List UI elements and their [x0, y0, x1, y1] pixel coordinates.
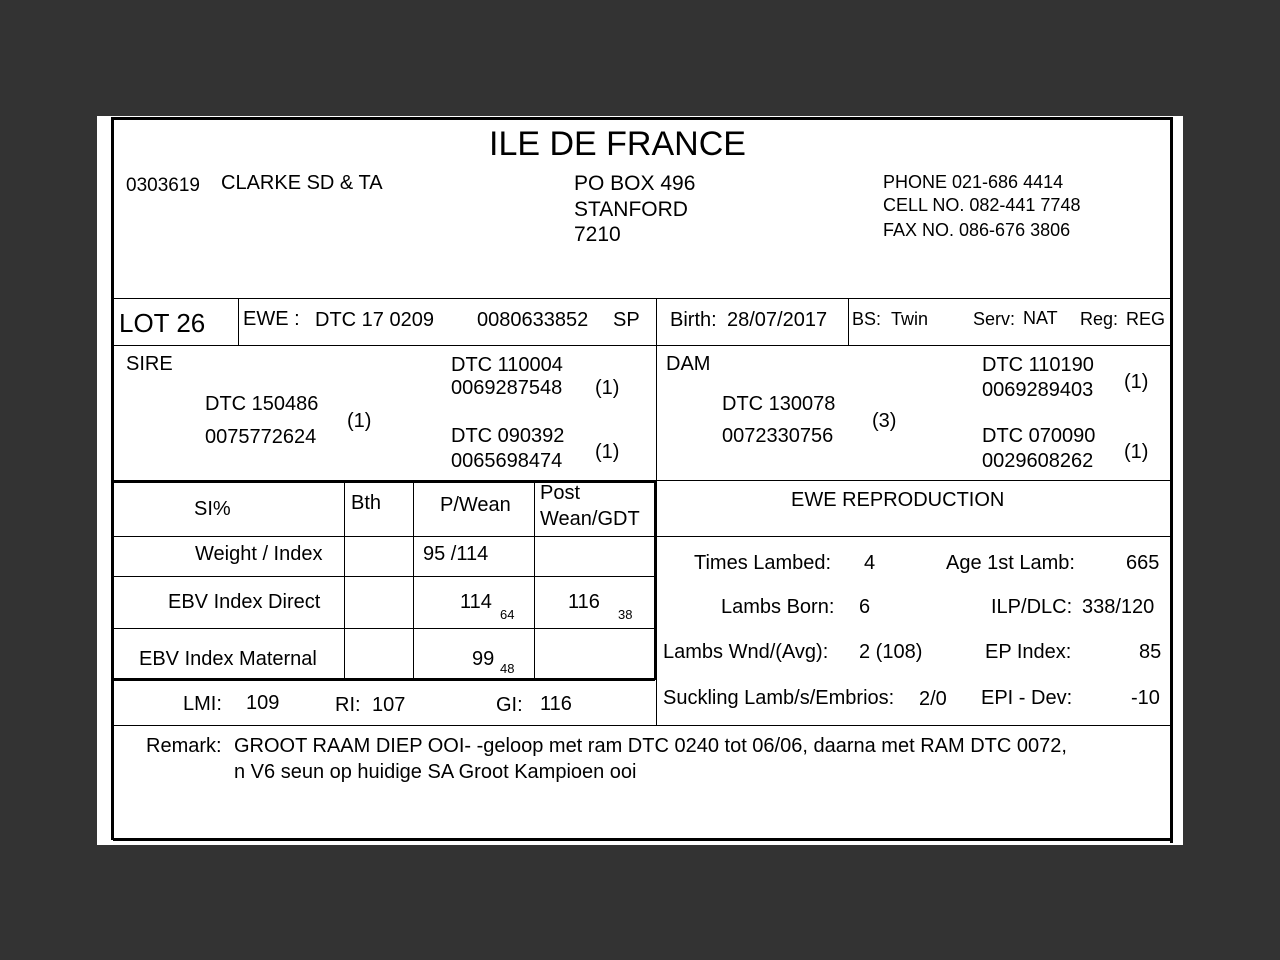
ewe-label: EWE :: [243, 308, 300, 330]
dam-label: DAM: [666, 353, 711, 375]
gi-label: GI:: [496, 694, 523, 716]
perf-col3: [534, 482, 535, 679]
address-line2: STANFORD: [574, 198, 688, 221]
bs-value: Twin: [891, 309, 929, 329]
remark-label: Remark:: [146, 735, 222, 757]
gi-value: 116: [540, 693, 572, 715]
lambs-born-label: Lambs Born:: [721, 596, 835, 618]
dam-dam-count: (1): [1124, 441, 1149, 463]
birth-label: Birth:: [670, 309, 717, 331]
sire-label: SIRE: [126, 353, 173, 375]
ebv-direct-post-accuracy: 38: [618, 607, 633, 622]
epi-dev-value: -10: [1131, 687, 1160, 709]
perf-col1: [344, 482, 345, 679]
ebv-direct-pwean-accuracy: 64: [500, 607, 515, 622]
si-header: SI%: [194, 498, 231, 520]
serv-label: Serv:: [973, 309, 1016, 329]
age-first-lamb-label: Age 1st Lamb:: [946, 552, 1075, 574]
remark-line2: n V6 seun op huidige SA Groot Kampioen ooi: [234, 761, 637, 783]
dam-dam-number: 0029608262: [982, 450, 1094, 472]
breeder-id: 0303619: [126, 175, 200, 196]
reg-value: REG: [1126, 309, 1166, 329]
dam-dam-id: DTC 070090: [982, 425, 1096, 447]
pwean-header: P/Wean: [440, 494, 511, 516]
ilp-dlc-value: 338/120: [1082, 596, 1155, 618]
divider-lot-bottom: [113, 345, 1171, 346]
perf-row3-bottom: [113, 678, 655, 681]
perf-header-bottom: [113, 536, 1171, 537]
address-line1: PO BOX 496: [574, 172, 696, 195]
serv-value: NAT: [1023, 308, 1058, 328]
vline-perf-right: [654, 480, 657, 680]
ilp-dlc-label: ILP/DLC:: [991, 596, 1073, 618]
dam-count: (3): [872, 410, 897, 432]
lot-card: [97, 116, 1183, 845]
dam-sire-number: 0069289403: [982, 379, 1094, 401]
weight-index-label: Weight / Index: [195, 543, 323, 565]
sale-catalogue-page: [97, 116, 1183, 845]
sire-dam-number: 0065698474: [451, 450, 563, 472]
wean-gdt-header: Wean/GDT: [540, 508, 640, 530]
remark-line1: GROOT RAAM DIEP OOI- -geloop met ram DTC 0240 tot 06/06, daarna met RAM DTC 0072,: [234, 735, 1067, 757]
suckling-value: 2/0: [919, 688, 947, 710]
dam-number: 0072330756: [722, 425, 834, 447]
post-header: Post: [540, 482, 581, 504]
birth-date: 28/07/2017: [727, 309, 828, 331]
ri-value: 107: [372, 694, 406, 716]
dam-sire-id: DTC 110190: [982, 354, 1094, 376]
perf-col2: [413, 482, 414, 679]
ewe-id: DTC 17 0209: [315, 309, 434, 331]
fax-number: FAX NO. 086-676 3806: [883, 220, 1071, 240]
border-left: [111, 117, 114, 840]
sire-id: DTC 150486: [205, 393, 319, 415]
times-lambed-label: Times Lambed:: [694, 552, 832, 574]
sire-dam-count: (1): [595, 441, 620, 463]
lambs-weaned-label: Lambs Wnd/(Avg):: [663, 641, 829, 663]
bth-header: Bth: [351, 492, 382, 514]
border-top: [113, 117, 1171, 120]
phone-number: PHONE 021-686 4414: [883, 172, 1064, 192]
vline-ewe: [656, 299, 657, 345]
breeder-name: CLARKE SD & TA: [221, 172, 383, 194]
ebv-direct-post: 116: [568, 591, 600, 613]
suckling-label: Suckling Lamb/s/Embrios:: [663, 687, 895, 709]
lot-label: LOT 26: [119, 308, 206, 338]
reproduction-title: EWE REPRODUCTION: [791, 489, 1005, 511]
lmi-label: LMI:: [183, 693, 222, 715]
address-line3: 7210: [574, 223, 621, 246]
lambs-weaned-value: 2 (108): [859, 641, 923, 663]
remark-top: [113, 725, 1171, 726]
ewe-number: 0080633852: [477, 309, 589, 331]
bs-label: BS:: [852, 309, 882, 329]
lambs-born-value: 6: [859, 596, 871, 618]
ep-index-label: EP Index:: [985, 641, 1072, 663]
ewe-code: SP: [613, 309, 640, 331]
weight-index-pwean: 95 /114: [423, 543, 489, 565]
perf-row2-bottom: [113, 628, 655, 629]
perf-row1-bottom: [113, 576, 655, 577]
sire-dam-id: DTC 090392: [451, 425, 565, 447]
divider-lot-top: [113, 298, 1171, 299]
sire-number: 0075772624: [205, 426, 317, 448]
ebv-maternal-pwean: 99: [472, 648, 495, 670]
ebv-maternal-pwean-accuracy: 48: [500, 661, 515, 676]
ebv-direct-label: EBV Index Direct: [168, 591, 321, 613]
vline-birth: [848, 299, 849, 345]
dam-id: DTC 130078: [722, 393, 836, 415]
sire-sire-count: (1): [595, 377, 620, 399]
age-first-lamb-value: 665: [1126, 552, 1160, 574]
lmi-value: 109: [246, 692, 280, 714]
vline-lot: [238, 299, 239, 345]
ebv-maternal-label: EBV Index Maternal: [139, 648, 317, 670]
epi-dev-label: EPI - Dev:: [981, 687, 1073, 709]
sire-sire-number: 0069287548: [451, 377, 563, 399]
dam-sire-count: (1): [1124, 371, 1149, 393]
reg-label: Reg:: [1080, 309, 1119, 329]
times-lambed-value: 4: [864, 552, 876, 574]
sire-sire-id: DTC 110004: [451, 354, 563, 376]
cell-number: CELL NO. 082-441 7748: [883, 195, 1081, 215]
border-bottom: [113, 838, 1171, 841]
sire-count: (1): [347, 410, 372, 432]
breed-title: ILE DE FRANCE: [489, 125, 746, 163]
ebv-direct-pwean: 114: [460, 591, 492, 613]
ri-label: RI:: [335, 694, 361, 716]
ep-index-value: 85: [1139, 641, 1162, 663]
